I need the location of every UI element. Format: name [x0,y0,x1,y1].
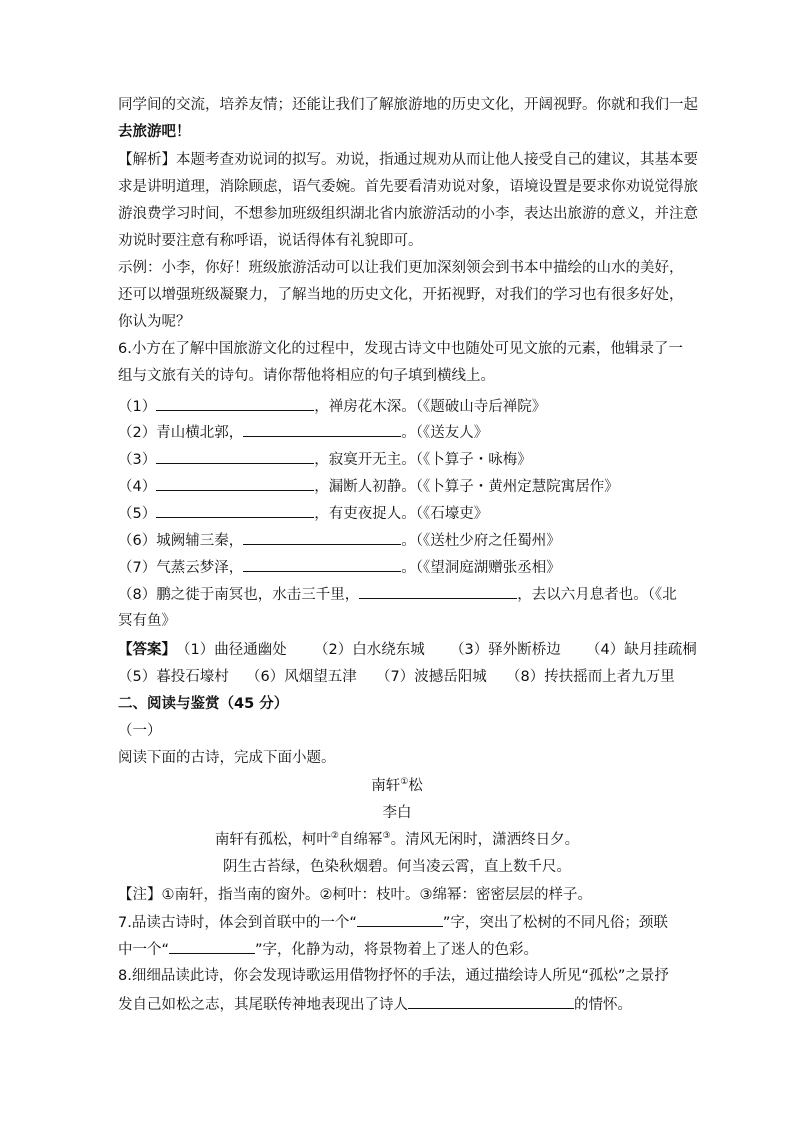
intro-line-2: 去旅游吧！ [118,124,191,140]
q6-item-7: （7）气蒸云梦泽， 。（《望洞庭湖赠张丞相》 [118,557,561,578]
q8-line-1: 8.细细品读此诗，你会发现诗歌运用借物抒怀的手法，通过描绘诗人所见“孤松”之景抒 [118,968,669,984]
fill-blank[interactable] [408,994,574,1009]
fill-blank[interactable] [243,422,401,437]
fill-blank[interactable] [169,939,255,954]
fill-blank[interactable] [156,503,314,518]
q6-item-4: （4） ，漏断人初静。（《卜算子・黄州定慧院寓居作》 [118,476,619,497]
q6-item-5: （5） ，有吏夜捉人。（《石壕吏》 [118,503,488,524]
q6-item-8: （8）鹏之徙于南冥也，水击三千里， ，去以六月息者也。（《北 [118,584,677,605]
fill-blank[interactable] [156,449,314,464]
answer-label: 【答案】 [118,642,176,658]
q6-stem-2: 组与文旅有关的诗句。请你帮他将相应的句子填到横线上。 [118,368,495,384]
poem-line-1: 南轩有孤松，柯叶②自绵幂③。清风无闲时，潇洒终日夕。 [214,831,580,848]
q6-answers-row-1: 【答案】（1）曲径通幽处 （2）白水绕东城 （3）驿外断桥边 （4）缺月挂疏桐 [118,642,697,658]
fill-blank[interactable] [156,476,314,491]
q7-line-2: 中一个“ ”字，化静为动，将景物着上了迷人的色彩。 [118,939,538,960]
q6-stem-1: 6.小方在了解中国旅游文化的过程中，发现古诗文中也随处可见文旅的元素，他辑录了一 [118,341,683,357]
analysis-line-4: 劝说时要注意有称呼语，说话得体有礼貌即可。 [118,233,423,249]
fill-blank[interactable] [156,396,314,411]
poem-author: 李白 [382,805,412,821]
fill-blank[interactable] [359,584,517,599]
note-label: 【注】 [118,887,162,903]
section-2-sub: （一） [118,723,162,739]
poem-line-2: 阴生古苔绿，色染秋烟碧。何当凌云霄，直上数千尺。 [223,859,571,875]
q6-item-8-cont: 冥有鱼》 [118,613,176,629]
q6-item-2: （2）青山横北郭， 。（《送友人》 [118,422,488,443]
example-line-1: 示例：小李，你好！班级旅游活动可以让我们更加深刻领会到书本中描绘的山水的美好， [118,260,684,276]
fill-blank[interactable] [357,912,443,927]
q8-line-2: 发自己如松之志，其尾联传神地表现出了诗人 的情怀。 [118,994,632,1015]
q6-item-6: （6）城阙辅三秦， 。（《送杜少府之任蜀州》 [118,530,561,551]
analysis-label: 【解析】 [118,152,176,168]
analysis-line-1: 【解析】本题考查劝说词的拟写。劝说，指通过规劝从而让他人接受自己的建议，其基本要 [118,152,698,168]
fill-blank[interactable] [243,557,401,572]
analysis-line-2: 求是讲明道理，消除顾虑，语气委婉。首先要看清劝说对象，语境设置是要求你劝说觉得旅 [118,179,698,195]
example-line-2: 还可以增强班级凝聚力，了解当地的历史文化，开拓视野，对我们的学习也有很多好处， [118,287,684,303]
fill-blank[interactable] [243,530,401,545]
poem-title: 南轩①松 [371,777,423,794]
q7-line-1: 7.品读古诗时，体会到首联中的一个“ ”字，突出了松树的不同凡俗；颈联 [118,912,668,933]
analysis-line-3: 游浪费学习时间，不想参加班级组织湖北省内旅游活动的小李，表达出旅游的意义，并注意 [118,206,698,222]
section-2-title: 二、阅读与鉴赏（45 分） [118,696,289,712]
q6-item-1: （1） ，禅房花木深。（《题破山寺后禅院》 [118,396,546,417]
poem-note: 【注】①南轩，指当南的窗外。②柯叶：枝叶。③绵幂：密密层层的样子。 [118,887,592,903]
intro-line-1: 同学间的交流，培养友情；还能让我们了解旅游地的历史文化，开阔视野。你就和我们一起 [118,97,698,113]
example-line-3: 你认为呢？ [118,314,191,330]
q6-item-3: （3） ，寂寞开无主。（《卜算子・咏梅》 [118,449,532,470]
section-2-instruction: 阅读下面的古诗，完成下面小题。 [118,750,336,766]
q6-answers-row-2: （5）暮投石壕村 （6）风烟望五津 （7）波撼岳阳城 （8）抟扶摇而上者九万里 [118,669,675,685]
